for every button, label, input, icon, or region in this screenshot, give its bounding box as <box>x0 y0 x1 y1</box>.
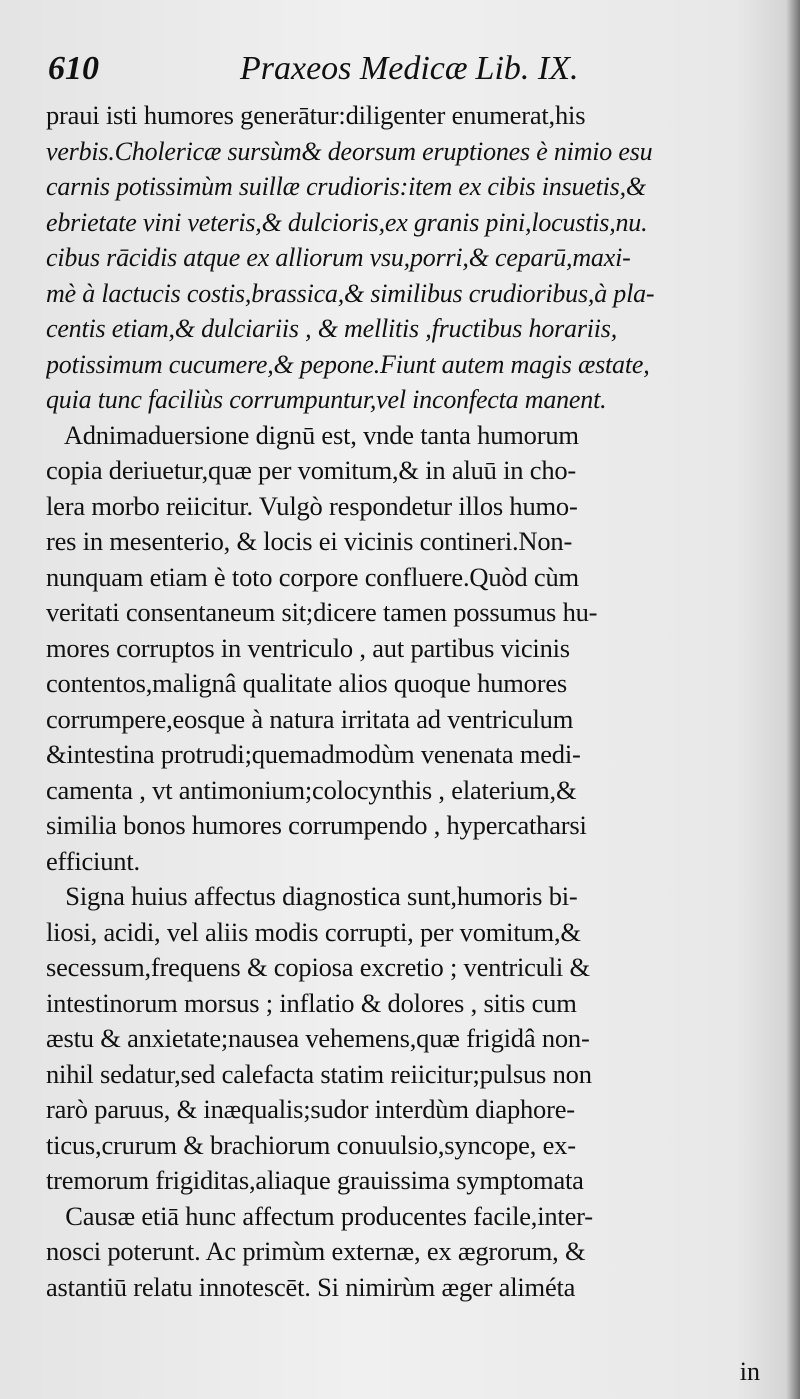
text-line: similia bonos humores corrumpendo , hypercatharsi <box>46 810 587 840</box>
text-line: astantiū relatu innotescēt. Si nimirùm æger aliméta <box>46 1271 576 1302</box>
running-title <box>240 50 579 88</box>
text-line: contentos,malignâ qualitate alios quoque humores <box>46 668 568 698</box>
text-line: mè à lactucis costis,brassica,& similibus crudioribus,à pla- <box>46 278 655 308</box>
text-line: Signa huius affectus diagnostica sunt,humoris bi- <box>46 881 578 911</box>
text-line: liosi, acidi, vel aliis modis corrupti, per vomitum,& <box>46 916 581 947</box>
text-line: cibus rācidis atque ex alliorum vsu,porri,& ceparū,maxi- <box>46 243 631 272</box>
text-line: veritati consentaneum sit;dicere tamen possumus hu- <box>46 597 598 627</box>
text-line: ticus,crurum & brachiorum conuulsio,syncope, ex- <box>46 1129 576 1160</box>
running-title-text: Praxeos Medicæ <box>240 50 468 87</box>
text-line: camenta , vt antimonium;colocynthis , elaterium,& <box>46 774 577 805</box>
page-number: 610 <box>48 50 99 87</box>
text-line: res in mesenterio, & locis ei vicinis contineri.Non- <box>46 526 573 556</box>
body-text <box>46 98 771 1305</box>
text-line: nosci poterunt. Ac primùm externæ, ex ægrorum, & <box>46 1236 586 1266</box>
text-line: verbis.Cholericæ sursùm& deorsum eruptiones è nimio esu <box>46 136 653 166</box>
text-line: tremorum frigiditas,aliaque grauissima symptomata <box>46 1165 584 1195</box>
catchword: in <box>739 1357 760 1386</box>
text-line: rarò paruus, & inæqualis;sudor interdùm diaphore- <box>46 1094 575 1124</box>
text-line: corrumpere,eosque à natura irritata ad ventriculum <box>46 703 574 734</box>
text-line: quia tunc faciliùs corrumpuntur,vel inconfecta manent. <box>46 385 607 414</box>
text-line: nihil sedatur,sed calefacta statim reiicitur;pulsus non <box>46 1058 592 1089</box>
text-line: nunquam etiam è toto corpore confluere.Quòd cùm <box>46 561 579 592</box>
text-line: carnis potissimùm suillæ crudioris:item ex cibis insuetis,& <box>46 172 646 201</box>
text-line: &intestina protrudi;quemadmodùm venenata medi- <box>46 739 581 769</box>
running-header <box>48 50 768 94</box>
text-line: centis etiam,& dulciariis , & mellitis ,fructibus horariis, <box>46 314 618 343</box>
text-line: efficiunt. <box>46 845 140 876</box>
text-line: praui isti humores generātur:diligenter enumerat,his <box>46 100 586 130</box>
text-line: Causæ etiā hunc affectum producentes facile,inter- <box>46 1200 593 1231</box>
book-number: Lib. IX. <box>475 50 579 87</box>
text-line: mores corruptos in ventriculo , aut partibus vicinis <box>46 632 570 663</box>
text-line: Adnimaduersione dignū est, vnde tanta humorum <box>46 419 579 450</box>
text-line: lera morbo reiicitur. Vulgò respondetur illos humo- <box>46 490 578 521</box>
text-line: ebrietate vini veteris,& dulcioris,ex granis pini,locustis,nu. <box>46 207 648 237</box>
page-gutter-shadow <box>786 0 800 1399</box>
text-line: æstu & anxietate;nausea vehemens,quæ frigidâ non- <box>46 1023 590 1053</box>
text-line: intestinorum morsus ; inflatio & dolores , sitis cum <box>46 987 577 1018</box>
text-line: copia deriuetur,quæ per vomitum,& in aluū in cho- <box>46 455 577 485</box>
text-line: secessum,frequens & copiosa excretio ; ventriculi & <box>46 952 590 982</box>
text-line: potissimum cucumere,& pepone.Fiunt autem magis æstate, <box>46 349 650 379</box>
